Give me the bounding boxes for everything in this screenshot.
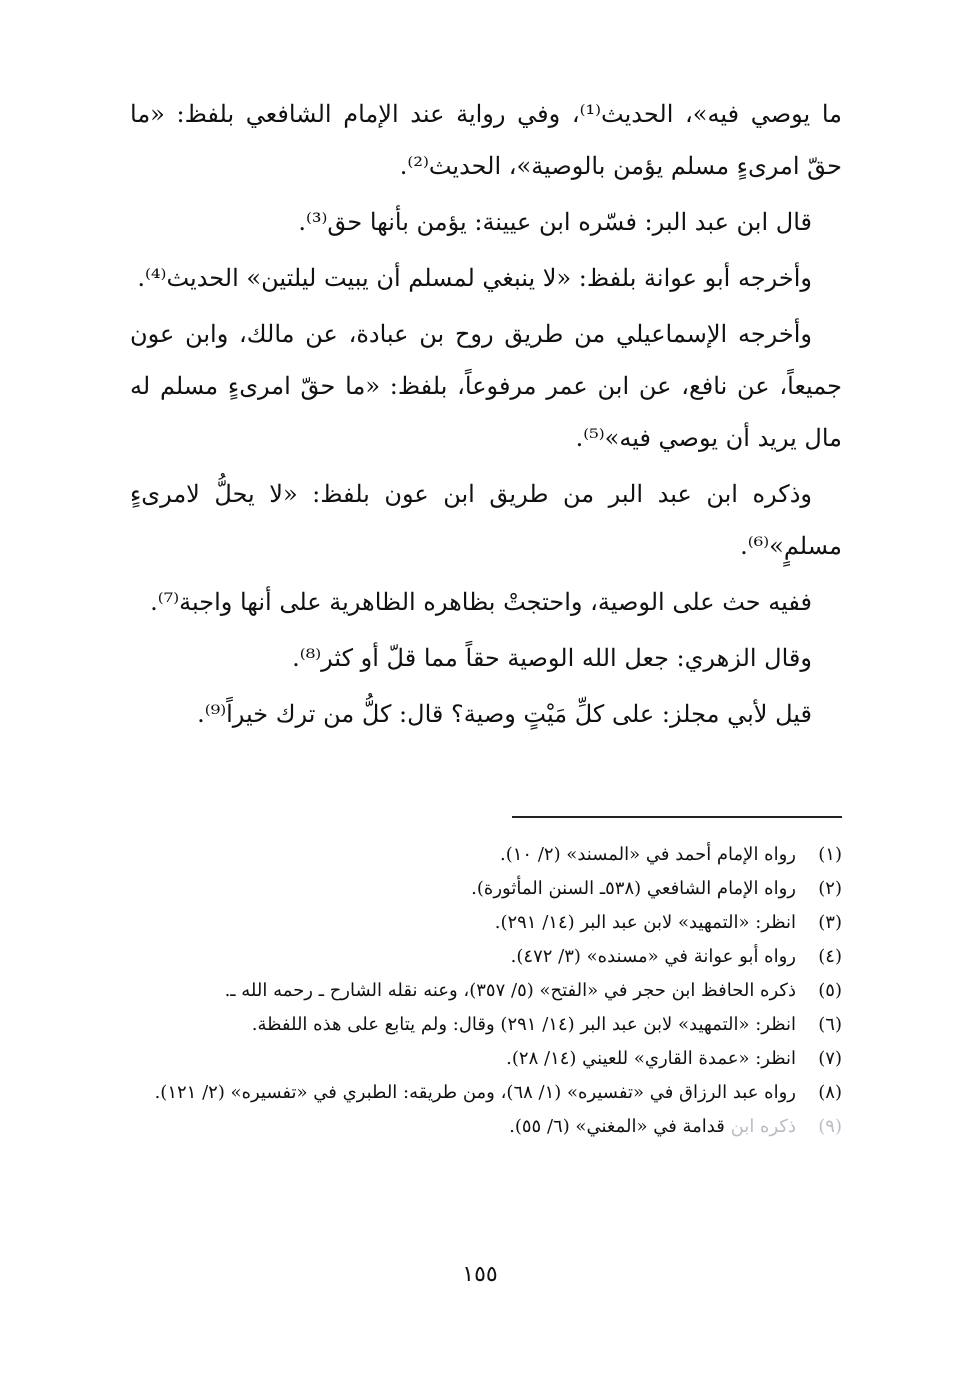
- footnote-6: [130, 1008, 842, 1042]
- footnote-text: رواه الإمام الشافعي (٥٣٨ـ السنن المأثورة).: [471, 878, 796, 899]
- footnote-5: [130, 974, 842, 1008]
- footnote-divider: [512, 816, 842, 818]
- footnote-text: رواه أبو عوانة في «مسنده» (٣/ ٤٧٢).: [510, 946, 796, 967]
- paragraph-5: وذكره ابن عبد البر من طريق ابن عون بلفظ: «لا يحلُّ لامرىءٍ مسلمٍ»⁽⁶⁾.: [130, 480, 842, 560]
- paragraph-7: وقال الزهري: جعل الله الوصية حقاً مما قلّ أو كثر⁽⁸⁾.: [292, 644, 812, 672]
- footnote-text: ذكره الحافظ ابن حجر في «الفتح» (٥/ ٣٥٧)، وعنه نقله الشارح ـ رحمه الله ـ.: [224, 980, 796, 1001]
- footnote-2: [130, 872, 842, 906]
- paragraph-1: ما يوصي فيه»، الحديث⁽¹⁾، وفي رواية عند الإمام الشافعي بلفظ: «ما حقّ امرىءٍ مسلم يؤمن بالوصية»، الحديث⁽²⁾.: [130, 100, 842, 180]
- footnote-number: (١): [818, 844, 842, 865]
- paragraph-6: ففيه حث على الوصية، واحتجتْ بظاهره الظاهرية على أنها واجبة⁽⁷⁾.: [150, 588, 812, 616]
- footnote-text: انظر: «عمدة القاري» للعيني (١٤/ ٢٨).: [506, 1048, 796, 1069]
- page-number: ١٥٥: [462, 1262, 498, 1287]
- footnote-number: (٣): [818, 912, 842, 933]
- footnote-faded-text: ذكره ابن: [730, 1116, 796, 1137]
- footnote-7: [130, 1042, 842, 1076]
- footnote-text: رواه عبد الرزاق في «تفسيره» (١/ ٦٨)، ومن طريقه: الطبري في «تفسيره» (٢/ ١٢١).: [154, 1082, 796, 1103]
- paragraph-2: قال ابن عبد البر: فسّره ابن عيينة: يؤمن بأنها حق⁽³⁾.: [298, 208, 812, 236]
- footnotes: [130, 838, 842, 1144]
- footnote-number: (٩): [818, 1116, 842, 1137]
- footnote-text: انظر: «التمهيد» لابن عبد البر (١٤/ ٢٩١).: [494, 912, 796, 933]
- paragraph-8: قيل لأبي مجلز: على كلِّ مَيْتٍ وصية؟ قال: كلُّ من ترك خيراً⁽⁹⁾.: [197, 700, 812, 728]
- main-text: [130, 88, 842, 744]
- footnote-9: [130, 1110, 842, 1144]
- footnote-8: [130, 1076, 842, 1110]
- footnote-number: (٦): [818, 1014, 842, 1035]
- footnote-text: انظر: «التمهيد» لابن عبد البر (١٤/ ٢٩١) وقال: ولم يتابع على هذه اللفظة.: [251, 1014, 796, 1035]
- footnote-number: (٥): [818, 980, 842, 1001]
- footnote-4: [130, 940, 842, 974]
- footnote-number: (٤): [818, 946, 842, 967]
- paragraph-4: وأخرجه الإسماعيلي من طريق روح بن عبادة، عن مالك، وابن عون جميعاً، عن نافع، عن ابن عمر مرفوعاً، بلفظ: «ما حقّ امرىءٍ مسلم له مال يريد أن يوصي فيه»⁽⁵⁾.: [130, 320, 842, 452]
- footnote-3: [130, 906, 842, 940]
- footnote-number: (٢): [818, 878, 842, 899]
- footnote-1: [130, 838, 842, 872]
- footnote-text: [130, 1110, 796, 1144]
- paragraph-3: وأخرجه أبو عوانة بلفظ: «لا ينبغي لمسلم أن يبيت ليلتين» الحديث⁽⁴⁾.: [137, 264, 812, 292]
- footnote-number: (٧): [818, 1048, 842, 1069]
- footnote-remaining-text: قدامة في «المغني» (٦/ ٥٥).: [509, 1116, 725, 1137]
- footnote-number: (٨): [818, 1082, 842, 1103]
- footnote-text: رواه الإمام أحمد في «المسند» (٢/ ١٠).: [500, 844, 796, 865]
